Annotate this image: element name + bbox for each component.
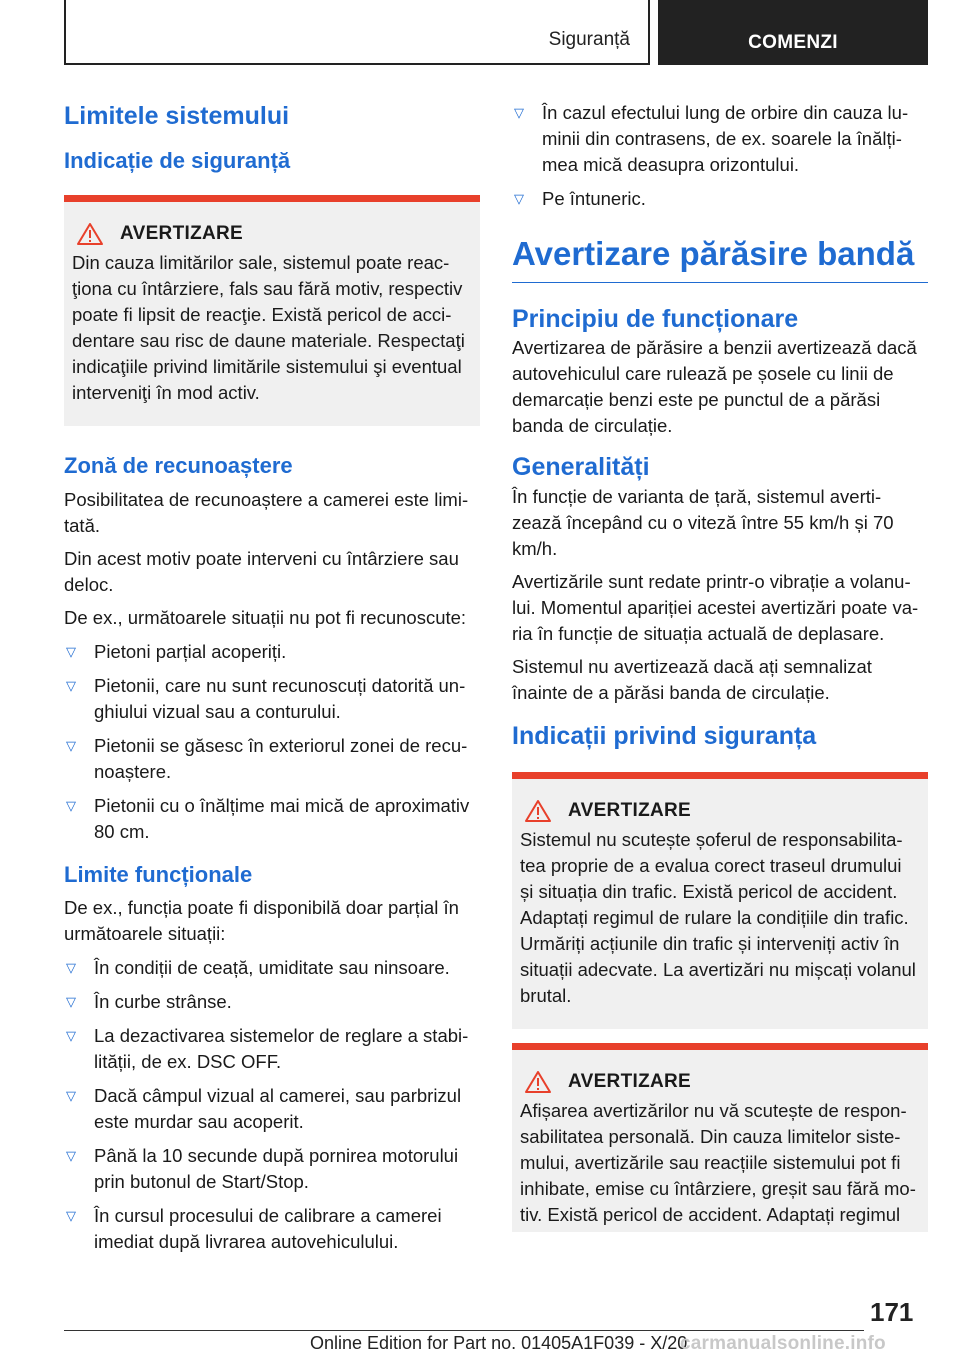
warning-triangle-icon <box>76 222 104 246</box>
warning-label: AVERTIZARE <box>120 223 243 245</box>
triangle-bullet-icon: ▽ <box>66 1028 76 1044</box>
list-item: ▽ Pietonii se găsesc în exteriorul zonei de recu-noaștere. <box>66 734 468 782</box>
list-item: ▽ Până la 10 secunde după pornirea motorului prin butonul de Start/Stop. <box>66 1145 459 1193</box>
paragraph: De ex., următoarele situații nu pot fi recunoscute: <box>64 606 467 628</box>
list-item: ▽ În cazul efectului lung de orbire din cauza lu-minii din contrasens, de ex. soarele la înălți-mea mică deasupra orizontului. <box>514 102 909 175</box>
warning-header <box>72 222 472 246</box>
edition-text: Online Edition for Part no. 01405A1F039 - X/20 <box>310 1333 688 1353</box>
list-item: ▽ Pe întuneric. <box>512 186 928 212</box>
warning-text: Afișarea avertizărilor nu vă scutește de respon-sabilitatea personală. Din cauza limitelor siste-mului, avertizările sau reacțiile sistemului pot fi inhibate, emise cu întârziere, greșit sau fără mo-tiv. Există pericol de accident. Adaptați regimul <box>520 1100 916 1226</box>
triangle-bullet-icon: ▽ <box>66 1088 76 1104</box>
list-item: ▽ În curbe strânse. <box>64 989 480 1015</box>
list-item: ▽ Pietonii, care nu sunt recunoscuți datorită un-ghiului vizual sau a conturului. <box>66 674 466 722</box>
triangle-bullet-icon: ▽ <box>66 643 76 659</box>
warning-label: AVERTIZARE <box>568 1071 691 1093</box>
list-item: ▽ În cursul procesului de calibrare a camerei imediat după livrarea autovehiculului. <box>66 1205 442 1253</box>
warning-header <box>520 1070 920 1094</box>
list-item: ▽ Pietoni parțial acoperiți. <box>64 639 480 665</box>
paragraph: Posibilitatea de recunoaștere a camerei este limi-tată. <box>64 488 469 536</box>
warning-triangle-icon <box>524 1070 552 1094</box>
continued-list <box>512 100 928 212</box>
warning-header <box>520 799 920 823</box>
heading-operating-principle: Principiu de funcționare <box>512 304 799 333</box>
paragraph: Avertizarea de părăsire a benzii avertizează dacă autovehiculul care rulează pe șosele cu linii de demarcație benzi este pe punctul de a părăsi banda de circulație. <box>512 337 917 437</box>
heading-safety-notes: Indicații privind siguranța <box>512 721 817 750</box>
paragraph: În funcție de varianta de țară, sistemul averti-zează începând cu o viteză între 55 km/h și 70 km/h. <box>512 485 894 559</box>
recognition-list <box>64 639 480 845</box>
list-item: ▽ În condiții de ceață, umiditate sau ninsoare. <box>64 955 480 981</box>
paragraph: Din acest motiv poate interveni cu întârziere sau deloc. <box>64 547 459 595</box>
triangle-bullet-icon: ▽ <box>66 994 76 1010</box>
warning-triangle-icon <box>524 799 552 823</box>
warning-text: Din cauza limitărilor sale, sistemul poate reac-ţiona cu întârziere, fals sau fără motiv, respectiv poate fi lipsit de reacţie. Există pericol de acci-dentare sau risc de daune materiale. Respectaţi indicaţiile privind limitările sistemului şi eventual interveniţi în mod activ. <box>72 252 465 404</box>
warning-text: Sistemul nu scutește șoferul de responsabilita-tea proprie de a evalua corect traseul drumului și situația din trafic. Există pericol de accident. Adaptați regimul de rulare la condițiile din trafic. Urmăriți acțiunile din trafic și interveniți activ în situații adecvate. La avertizări nu mișcați volanul brutal. <box>520 829 916 1007</box>
list-item: ▽ La dezactivarea sistemelor de reglare a stabi-lității, de ex. DSC OFF. <box>66 1025 469 1073</box>
paragraph: Sistemul nu avertizează dacă ați semnalizat înainte de a părăsi banda de circulație. <box>512 655 872 703</box>
list-item: ▽ Pietonii cu o înălțime mai mică de aproximativ 80 cm. <box>66 794 470 842</box>
paragraph: De ex., funcția poate fi disponibilă doar parțial în următoarele situații: <box>64 897 459 945</box>
heading-recognition-zone: Zonă de recunoaștere <box>64 453 293 479</box>
triangle-bullet-icon: ▽ <box>66 1208 76 1224</box>
list-item: ▽ Dacă câmpul vizual al camerei, sau parbrizul este murdar sau acoperit. <box>66 1085 462 1133</box>
triangle-bullet-icon: ▽ <box>66 797 76 813</box>
warning-box <box>512 772 928 1029</box>
triangle-bullet-icon: ▽ <box>514 191 524 206</box>
chapter-title: COMENZI <box>748 32 838 53</box>
heading-lane-departure-warning: Avertizare părăsire bandă <box>512 234 928 283</box>
page-number: 171 <box>870 1297 914 1327</box>
paragraph: Avertizările sunt redate printr-o vibrație a volanu-lui. Momentul apariției acestei avertizări poate va-ria în funcție de situația actuală de deplasare. <box>512 570 919 644</box>
triangle-bullet-icon: ▽ <box>514 105 524 120</box>
warning-box <box>64 195 480 426</box>
warning-box <box>512 1043 928 1232</box>
left-column <box>64 100 480 1263</box>
right-column <box>512 100 928 1256</box>
header-chapter-tab <box>658 0 928 65</box>
footer-divider <box>64 1330 864 1331</box>
triangle-bullet-icon: ▽ <box>66 737 76 753</box>
heading-system-limits: Limitele sistemului <box>64 102 290 130</box>
heading-functional-limits: Limite funcționale <box>64 861 253 887</box>
triangle-bullet-icon: ▽ <box>66 677 76 693</box>
header-section-tab <box>64 0 650 65</box>
heading-safety-note: Indicație de siguranță <box>64 147 291 173</box>
watermark: carmanualsonline.info <box>680 1333 886 1354</box>
triangle-bullet-icon: ▽ <box>66 1148 76 1164</box>
warning-label: AVERTIZARE <box>568 800 691 822</box>
section-title: Siguranță <box>548 29 630 50</box>
limits-list <box>64 955 480 1255</box>
heading-general: Generalități <box>512 453 650 482</box>
triangle-bullet-icon: ▽ <box>66 960 76 976</box>
